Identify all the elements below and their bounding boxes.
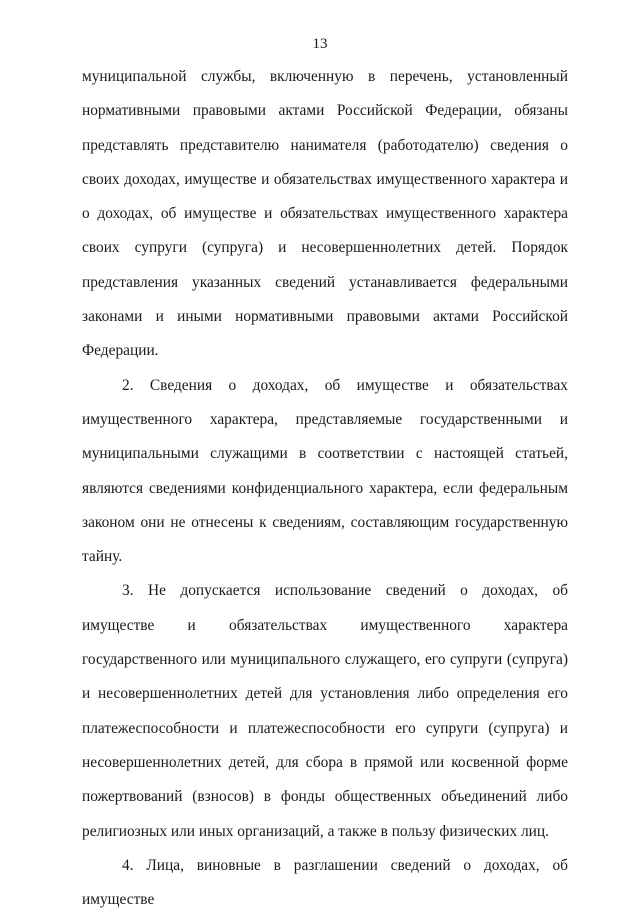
paragraph-3: 3. Не допускается использование сведений о доходах, об имуществе и обязательствах имущественного характера государственного или муниципального служащего, его супруги (супруга) и несовершеннолетних детей для установления либо определения его платежеспособности и платежеспособности его супруги (супруга) и несовершеннолетних детей, для сбора в прямой или косвенной форме пожертвований (взносов) в фонды общественных объединений либо религиозных или иных организаций, а также в пользу физических лиц. — [82, 582, 568, 840]
paragraph-4: 4. Лица, виновные в разглашении сведений о доходах, об имуществе — [82, 856, 568, 909]
paragraph-continuation: муниципальной службы, включенную в перечень, установленный нормативными правовыми актами Российской Федерации, обязаны представлять представителю нанимателя (работодателю) сведения о своих доходах, имуществе и обязательствах имущественного характера и о доходах, об имуществе и обязательствах имущественного характера своих супруги (супруга) и несовершеннолетних детей. Порядок представления указанных сведений устанавливается федеральными законами и иными нормативными правовыми актами Российской Федерации. — [82, 68, 568, 360]
document-body — [82, 60, 568, 917]
page-number: 13 — [312, 36, 328, 52]
paragraph-2: 2. Сведения о доходах, об имуществе и обязательствах имущественного характера, представляемые государственными и муниципальными служащими в соответствии с настоящей статьей, являются сведениями конфиденциального характера, если федеральным законом они не отнесены к сведениям, составляющим государственную тайну. — [82, 376, 568, 566]
